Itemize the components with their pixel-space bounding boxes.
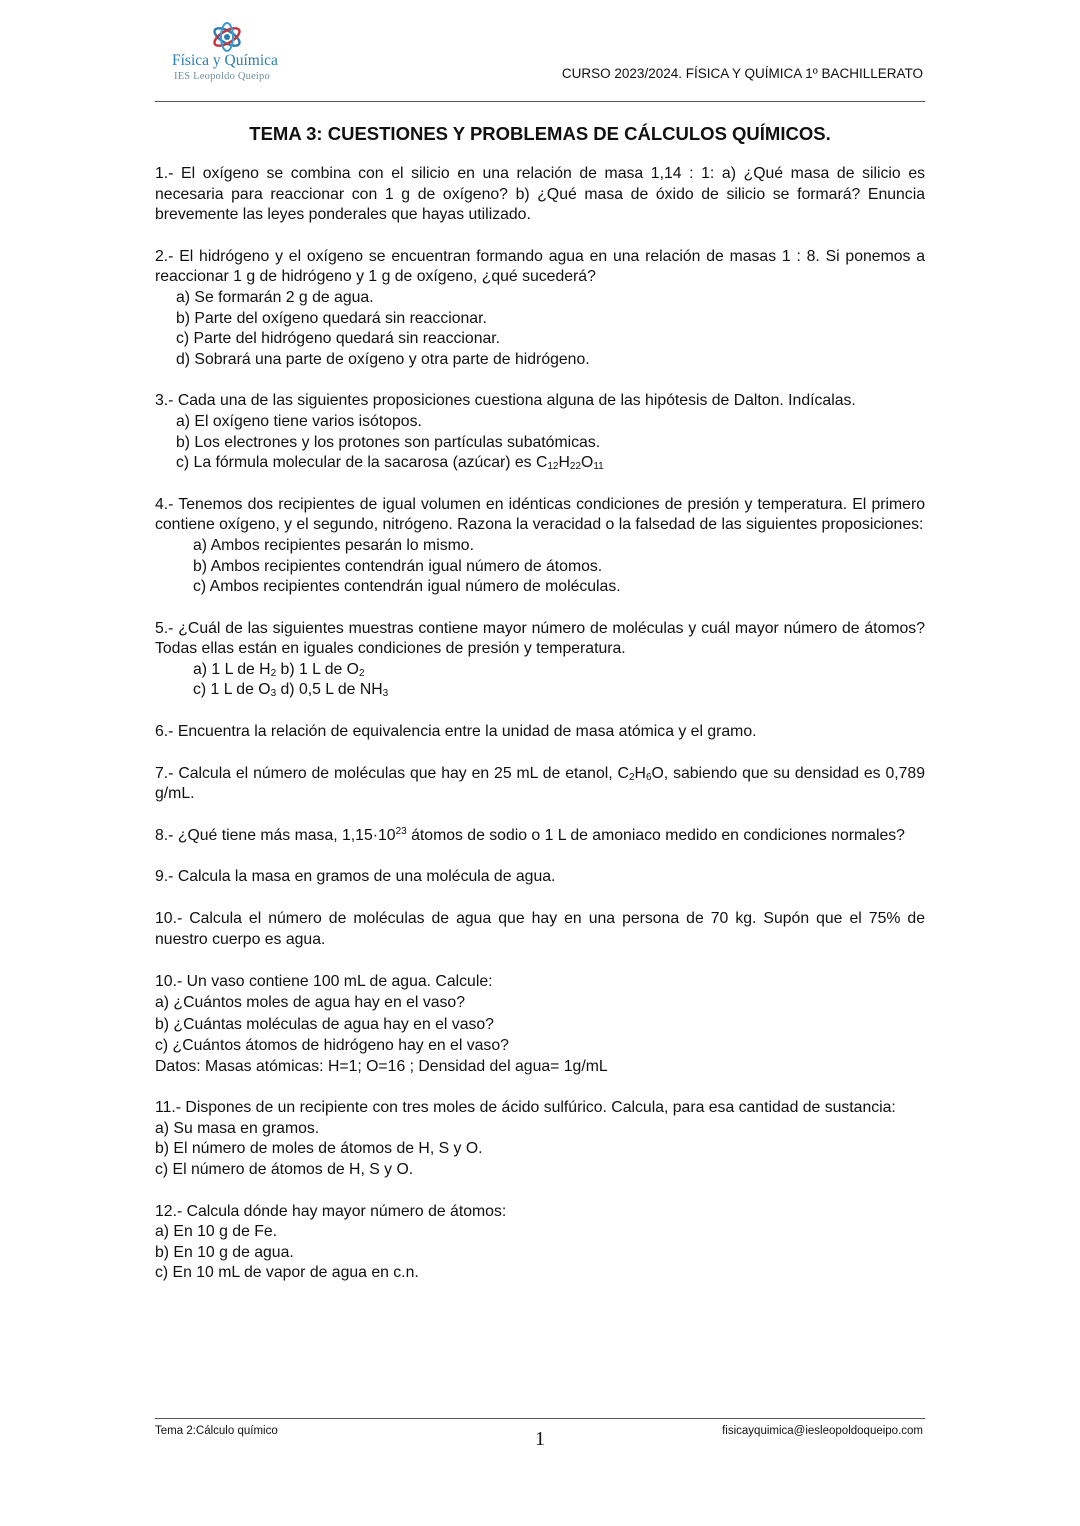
footer-email: fisicayquimica@iesleopoldoqueipo.com <box>722 1425 923 1437</box>
atom-logo-icon <box>210 22 244 52</box>
question-text: 9.- Calcula la masa en gramos de una molécula de agua. <box>155 868 556 886</box>
subscript: 3 <box>270 688 277 700</box>
element-symbol: H <box>558 454 570 472</box>
element-symbol: H <box>634 764 646 782</box>
question-11 <box>155 1098 925 1180</box>
page-title: TEMA 3: CUESTIONES Y PROBLEMAS DE CÁLCULOS QUÍMICOS. <box>249 123 831 144</box>
question-4 <box>155 495 925 598</box>
question-3 <box>155 391 925 473</box>
question-9 <box>155 867 925 888</box>
logo-subtitle: IES Leopoldo Queipo <box>174 71 270 82</box>
option-a: a) Ambos recipientes pesarán lo mismo. <box>193 536 474 554</box>
subscript: 6 <box>645 771 652 783</box>
subscript: 2 <box>628 771 635 783</box>
option-b: b) ¿Cuántas moléculas de agua hay en el vaso? <box>155 1015 494 1033</box>
option-c: c) El número de átomos de H, S y O. <box>155 1161 414 1179</box>
school-logo <box>170 22 290 86</box>
footer-divider <box>155 1418 925 1419</box>
question-5 <box>155 619 925 701</box>
question-12 <box>155 1202 925 1284</box>
option-a: a) Su masa en gramos. <box>155 1119 320 1137</box>
option-b: b) En 10 g de agua. <box>155 1243 294 1261</box>
option-c: c) Ambos recipientes contendrán igual número de moléculas. <box>193 578 621 596</box>
question-10-glass <box>155 971 925 1077</box>
question-8 <box>155 826 925 847</box>
course-header: CURSO 2023/2024. FÍSICA Y QUÍMICA 1º BACHILLERATO <box>561 66 923 81</box>
question-text: 6.- Encuentra la relación de equivalencia entre la unidad de masa atómica y el gramo. <box>155 723 757 741</box>
option-b: b) Ambos recipientes contendrán igual número de átomos. <box>193 557 603 575</box>
option-c: c) Parte del hidrógeno quedará sin reaccionar. <box>176 330 501 348</box>
page-number: 1 <box>535 1428 545 1450</box>
subscript: 3 <box>382 688 389 700</box>
subscript: 11 <box>593 461 604 473</box>
question-10 <box>155 909 925 950</box>
option-text: c) La fórmula molecular de la sacarosa (azúcar) es C <box>176 454 548 472</box>
superscript: 23 <box>395 825 407 837</box>
option-a: a) El oxígeno tiene varios isótopos. <box>176 412 422 430</box>
question-1 <box>155 164 925 226</box>
question-data: Datos: Masas atómicas: H=1; O=16 ; Densidad del agua= 1g/mL <box>155 1058 608 1076</box>
subscript: 2 <box>358 667 365 679</box>
header-divider <box>155 101 925 102</box>
footer-topic: Tema 2:Cálculo químico <box>155 1425 278 1437</box>
option-a: a) 1 L de H <box>193 660 271 678</box>
question-text-end: O, sabiendo que su densidad es 0,789 g/mL. <box>155 764 926 803</box>
question-text: 5.- ¿Cuál de las siguientes muestras contiene mayor número de moléculas y cuál mayor número de átomos? Todas ellas están en iguales condiciones de presión y temperatura. <box>155 619 925 658</box>
option-b: b) El número de moles de átomos de H, S y O. <box>155 1140 483 1158</box>
options-line-1 <box>193 660 925 681</box>
question-text <box>155 826 925 847</box>
question-6 <box>155 722 925 743</box>
option-a: a) En 10 g de Fe. <box>155 1223 278 1241</box>
question-text: 2.- El hidrógeno y el oxígeno se encuentran formando agua en una relación de masas 1 : 8. Si ponemos a reaccionar 1 g de hidrógeno y 1 g de oxígeno, ¿qué sucederá? <box>155 247 925 286</box>
option-c: c) En 10 mL de vapor de agua en c.n. <box>155 1264 419 1282</box>
subscript: 12 <box>547 461 559 473</box>
question-text <box>155 764 925 805</box>
option-a: a) ¿Cuántos moles de agua hay en el vaso? <box>155 994 465 1012</box>
option-c: c) 1 L de O <box>193 681 271 699</box>
option-b: b) Parte del oxígeno quedará sin reaccionar. <box>176 309 487 327</box>
logo-title: Física y Química <box>172 52 278 69</box>
question-text: 1.- El oxígeno se combina con el silicio en una relación de masa 1,14 : 1: a) ¿Qué masa de silicio es necesaria para reaccionar con 1 g de oxígeno? b) ¿Qué masa de óxido de silicio se formará? Enuncia brevemente las leyes ponderales que hayas utilizado. <box>155 165 925 224</box>
question-text: 11.- Dispones de un recipiente con tres moles de ácido sulfúrico. Calcula, para esa cantidad de sustancia: <box>155 1099 896 1117</box>
option-c: c) ¿Cuántos átomos de hidrógeno hay en el vaso? <box>155 1036 509 1054</box>
questions-list <box>155 164 925 1305</box>
question-text: 10.- Un vaso contiene 100 mL de agua. Calcule: <box>155 973 493 991</box>
subscript: 2 <box>270 667 277 679</box>
question-text-start: 8.- ¿Qué tiene más masa, 1,15·10 <box>155 826 396 844</box>
question-text: 4.- Tenemos dos recipientes de igual volumen en idénticas condiciones de presión y temperatura. El primero contiene oxígeno, y el segundo, nitrógeno. Razona la veracidad o la falsedad de las siguientes proposiciones: <box>155 495 925 534</box>
subscript: 22 <box>569 461 582 473</box>
question-2 <box>155 247 925 371</box>
option-c <box>176 453 925 474</box>
option-b: b) Los electrones y los protones son partículas subatómicas. <box>176 433 601 451</box>
question-text: 12.- Calcula dónde hay mayor número de átomos: <box>155 1202 507 1220</box>
question-text-end: átomos de sodio o 1 L de amoniaco medido en condiciones normales? <box>406 826 905 844</box>
question-text-start: 7.- Calcula el número de moléculas que hay en 25 mL de etanol, C <box>155 764 629 782</box>
option-b: b) 1 L de O <box>276 660 359 678</box>
option-d: d) Sobrará una parte de oxígeno y otra parte de hidrógeno. <box>176 350 590 368</box>
option-a: a) Se formarán 2 g de agua. <box>176 288 374 306</box>
option-d: d) 0,5 L de NH <box>276 681 383 699</box>
options-line-2 <box>193 680 925 701</box>
question-7 <box>155 764 925 805</box>
question-text: 10.- Calcula el número de moléculas de agua que hay en una persona de 70 kg. Supón que el 75% de nuestro cuerpo es agua. <box>155 910 925 948</box>
question-text: 3.- Cada una de las siguientes proposiciones cuestiona alguna de las hipótesis de Dalton. Indícalas. <box>155 392 856 410</box>
element-symbol: O <box>581 454 594 472</box>
